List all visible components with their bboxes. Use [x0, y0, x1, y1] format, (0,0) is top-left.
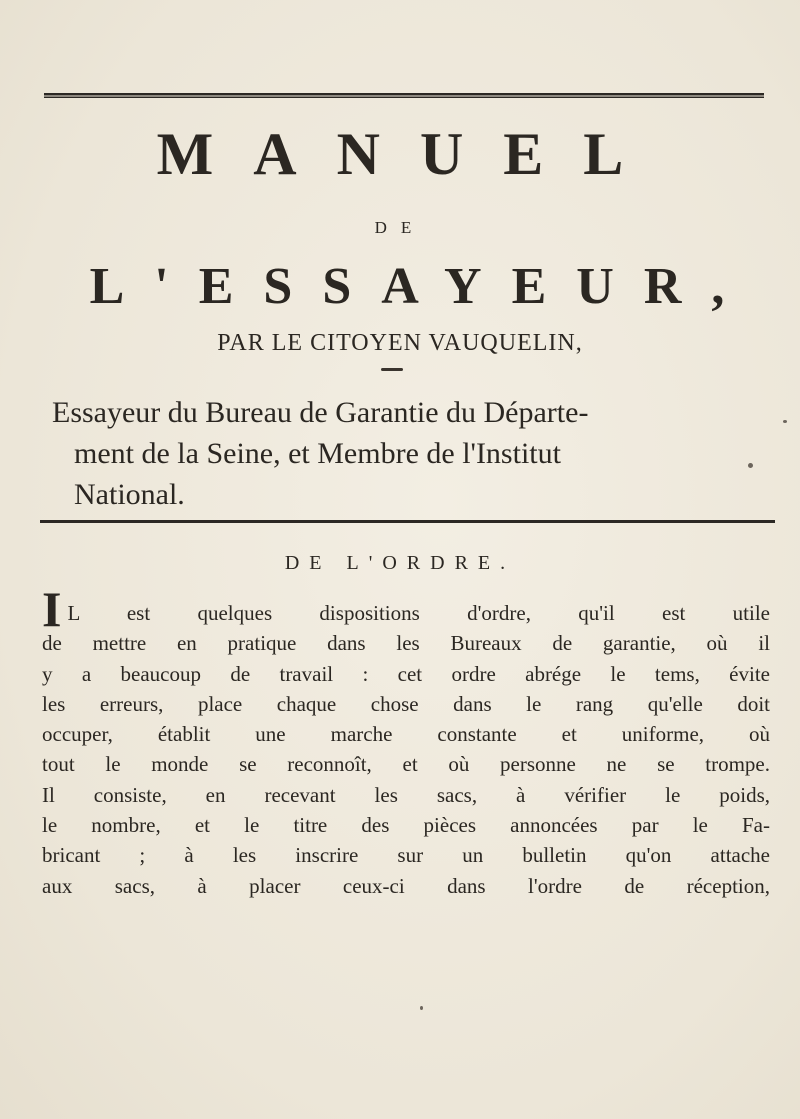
paper-speck: [783, 420, 787, 423]
body-line: Il consiste, en recevant les sacs, à vérifier le poids,: [42, 782, 770, 807]
body-line: y a beaucoup de travail : cet ordre abrége le tems, évite: [42, 661, 770, 686]
section-rule: [40, 520, 775, 523]
body-line: tout le monde se reconnoît, et où personne ne se trompe.: [42, 752, 770, 777]
body-line: le nombre, et le titre des pièces annoncées par le Fa-: [42, 813, 770, 838]
title-manuel: MANUEL: [156, 121, 664, 187]
body-line: aux sacs, à placer ceux-ci dans l'ordre de réception,: [42, 873, 770, 898]
affiliation-line: ment de la Seine, et Membre de l'Institut: [74, 437, 561, 470]
top-double-rule: [44, 93, 764, 98]
title-de: DE: [374, 218, 426, 237]
body-line: les erreurs, place chaque chose dans le rang qu'elle doit: [42, 691, 770, 716]
body-line: occuper, établit une marche constante et uniforme, où: [42, 722, 770, 747]
body-line: bricant ; à les inscrire sur un bulletin qu'on attache: [42, 843, 770, 868]
section-heading: DE L'ORDRE.: [284, 552, 516, 574]
body-line: [42, 581, 770, 637]
paper-speck: [420, 1006, 423, 1010]
body-line-text: L est quelques dispositions d'ordre, qu'il est utile: [67, 601, 770, 625]
title-essayeur: L'ESSAYEUR,: [89, 258, 755, 315]
author-line: PAR LE CITOYEN VAUQUELIN,: [217, 330, 583, 356]
affiliation-line: National.: [74, 478, 185, 511]
body-line: de mettre en pratique dans les Bureaux de garantie, où il: [42, 631, 770, 656]
paper-speck: [748, 463, 753, 468]
drop-cap: I: [42, 581, 62, 637]
ornament-dash: [381, 368, 403, 371]
body-text: [42, 581, 770, 901]
affiliation-line: Essayeur du Bureau de Garantie du Départe-: [52, 396, 589, 429]
author-affiliation: [52, 392, 752, 515]
